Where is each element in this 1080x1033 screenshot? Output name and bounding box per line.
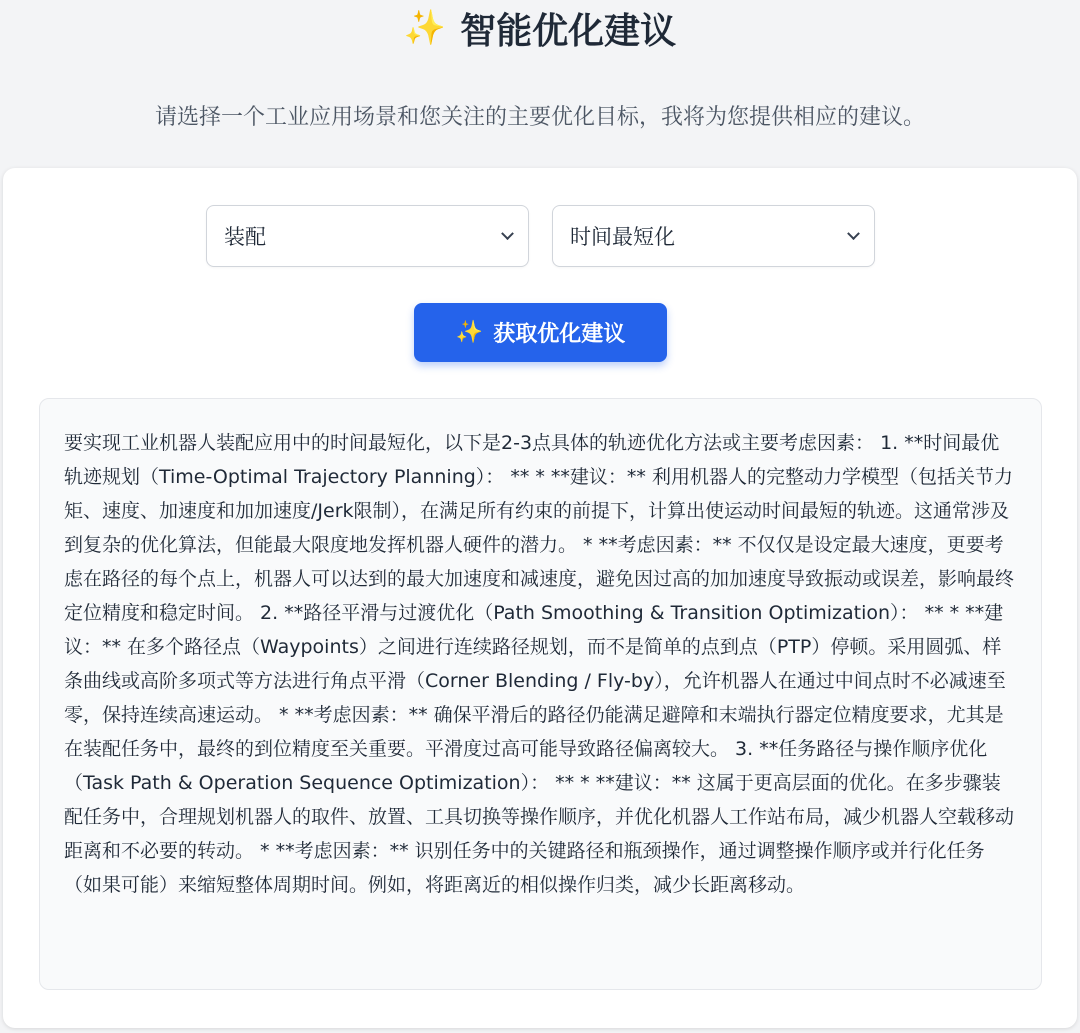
page-title-text: 智能优化建议 (460, 10, 677, 52)
goal-select-value: 时间最短化 (570, 225, 675, 249)
goal-select[interactable] (552, 205, 875, 267)
chevron-down-icon (501, 227, 514, 240)
scene-select-value: 装配 (224, 225, 266, 249)
main-card (3, 168, 1077, 1028)
get-suggestion-label: 获取优化建议 (493, 322, 626, 347)
chevron-down-icon (847, 227, 860, 240)
scene-select[interactable] (206, 205, 529, 267)
get-suggestion-button[interactable] (414, 303, 667, 362)
suggestion-result: 要实现工业机器人装配应用中的时间最短化，以下是2-3点具体的轨迹优化方法或主要考虑因素： 1. **时间最优轨迹规划（Time-Optimal Trajectory Planning）： ** * **建议：** 利用机器人的完整动力学模型（包括关节力矩、速度、加速度和加加速度/Jerk限制），在满足所有约束的前提下，计算出使运动时间最短的轨迹。这通常涉及到复杂的优化算法，但能最大限度地发挥机器人硬件的潜力。 * **考虑因素：** 不仅仅是设定最大速度，更要考虑在路径的每个点上，机器人可以达到的最大加速度和减速度，避免因过高的加加速度导致振动或误差，影响最终定位精度和稳定时间。 2. **路径平滑与过渡优化（Path Smoothing & Transition Optimization）： ** * **建议：** 在多个路径点（Waypoints）之间进行连续路径规划，而不是简单的点到点（PTP）停顿。采用圆弧、样条曲线或高阶多项式等方法进行角点平滑（Corner Blending / Fly-by），允许机器人在通过中间点时不必减速至零，保持连续高速运动。 * **考虑因素：** 确保平滑后的路径仍能满足避障和末端执行器定位精度要求，尤其是在装配任务中，最终的到位精度至关重要。平滑度过高可能导致路径偏离较大。 3. **任务路径与操作顺序优化（Task Path & Operation Sequence Optimization）： ** * **建议：** 这属于更高层面的优化。在多步骤装配任务中，合理规划机器人的取件、放置、工具切换等操作顺序，并优化机器人工作站布局，减少机器人空载移动距离和不必要的转动。 * **考虑因素：** 识别任务中的关键路径和瓶颈操作，通过调整操作顺序或并行化任务（如果可能）来缩短整体周期时间。例如，将距离近的相似操作归类，减少长距离移动。 (39, 398, 1042, 990)
sparkles-icon: ✨ (403, 8, 447, 48)
header (0, 0, 1080, 168)
page-subtitle: 请选择一个工业应用场景和您关注的主要优化目标，我将为您提供相应的建议。 (154, 105, 925, 130)
sparkles-icon: ✨ (455, 319, 484, 345)
page-title (0, 4, 1080, 52)
